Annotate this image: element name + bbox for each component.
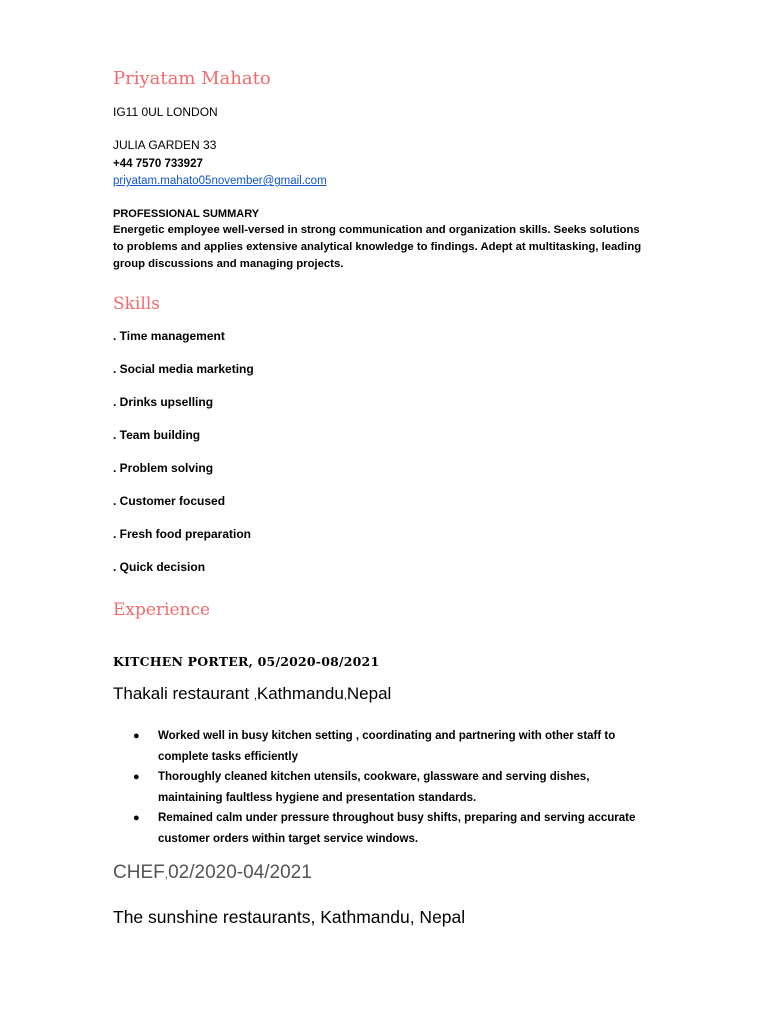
skills-heading: Skills <box>113 294 160 314</box>
duty-item <box>113 767 653 808</box>
employer-name: Thakali restaurant <box>113 684 250 703</box>
job-role: CHEF <box>113 862 165 883</box>
summary-title: PROFESSIONAL SUMMARY <box>113 208 260 220</box>
experience-heading: Experience <box>113 600 211 620</box>
duty-text: Thoroughly cleaned kitchen utensils, cookware, glassware and serving dishes, maintaining faultless hygiene and presentation standards. <box>158 771 590 804</box>
address-line-2: JULIA GARDEN 33 <box>113 138 217 152</box>
skill-item: . Customer focused <box>113 494 226 508</box>
separator-comma: , <box>164 867 169 881</box>
skill-item: . Problem solving <box>113 461 214 475</box>
duty-item <box>113 808 653 849</box>
employer: The sunshine restaurants, Kathmandu, Nepal <box>113 907 466 927</box>
bullet-icon: ● <box>133 730 140 742</box>
job-duties-list <box>113 726 653 849</box>
duty-text: Remained calm under pressure throughout busy shifts, preparing and serving accurate customer orders within target service windows. <box>158 812 636 845</box>
summary-text: Energetic employee well-versed in strong communication and organization skills. Seeks solutions to problems and applies extensive analytical knowledge to findings. Adept at multitasking, leading group discussions and managing projects. <box>113 224 642 270</box>
job-start-month: 02 <box>168 862 190 883</box>
job-dates: /2020-04/2021 <box>189 862 312 883</box>
skill-item: . Time management <box>113 329 225 343</box>
address-line-1: IG11 0UL LONDON <box>113 105 218 119</box>
candidate-name: Priyatam Mahato <box>113 68 271 89</box>
bullet-icon: ● <box>133 812 140 824</box>
employer-country: Nepal <box>346 684 392 703</box>
job-title <box>113 862 312 884</box>
skill-item: . Quick decision <box>113 560 206 574</box>
phone-number: +44 7570 733927 <box>113 158 203 170</box>
duty-text: Worked well in busy kitchen setting , coordinating and partnering with other staff to complete tasks efficiently <box>158 730 616 763</box>
separator-comma: , <box>253 690 257 702</box>
skill-item: . Social media marketing <box>113 362 254 376</box>
employer <box>113 684 391 704</box>
skills-list <box>113 328 254 592</box>
separator-comma: , <box>343 690 347 702</box>
skill-item: . Team building <box>113 428 201 442</box>
skill-item: . Drinks upselling <box>113 395 214 409</box>
email-link[interactable]: priyatam.mahato05november@gmail.com <box>113 175 327 187</box>
employer-city: Kathmandu <box>256 684 344 703</box>
bullet-icon: ● <box>133 771 140 783</box>
skill-item: . Fresh food preparation <box>113 527 252 541</box>
duty-item <box>113 726 653 767</box>
resume-page <box>113 0 673 1024</box>
job-title: KITCHEN PORTER, 05/2020-08/2021 <box>113 654 380 669</box>
